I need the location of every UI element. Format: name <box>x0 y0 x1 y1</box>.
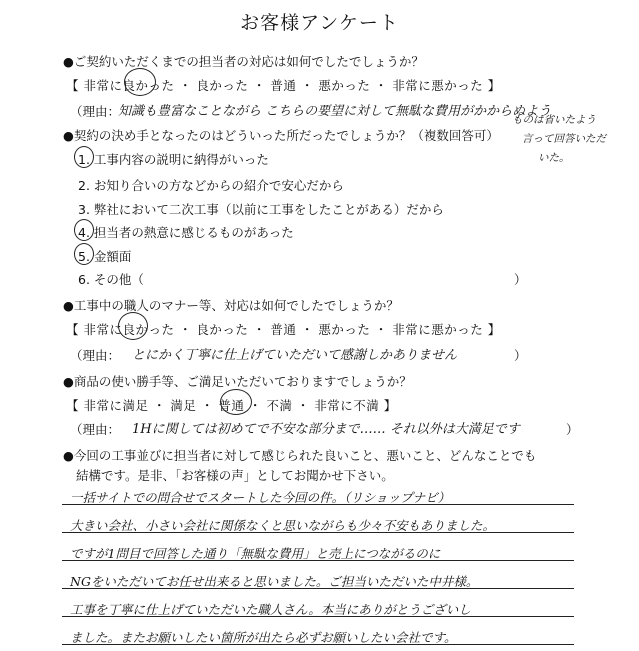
q3-reason-text: とにかく丁寧に仕上げていただいて感謝しかありません <box>132 348 458 363</box>
q2-close-paren: ） <box>514 272 527 287</box>
comment-line-4: NGをいただいてお任せ出来ると思いました。ご担当いただいた中井様。 <box>70 574 479 589</box>
q1-reason-label: （理由： <box>70 104 121 119</box>
q1-question: ●ご契約いただくまでの担当者の対応は如何でしたでしょうか？ <box>63 54 424 69</box>
q3-question: ●工事中の職人のマナー等、対応は如何でしたでしょうか？ <box>63 298 399 313</box>
q4-selected-circle <box>220 389 252 415</box>
q1-side-note-3: いた。 <box>538 152 570 164</box>
comment-line-1: 一括サイトでの問合せでスタートした今回の件。（リショップナビ） <box>70 490 451 505</box>
comment-area <box>62 476 574 648</box>
q2-item-4-circle <box>74 219 94 241</box>
q5-question: ●今回の工事並びに担当者に対して感じられた良いこと、悪いこと、どんなことでも <box>63 448 537 463</box>
q2-item-4: 4. 担当者の熱意に感じるものがあった <box>78 225 294 240</box>
q1-side-note-1: ものは省いたよう <box>512 114 596 126</box>
q1-selected-circle <box>124 68 156 96</box>
q4-reason-label: （理由： <box>70 422 121 437</box>
q1-options: 【 非常に良かった ・ 良かった ・ 普通 ・ 悪かった ・ 非常に悪かった 】 <box>66 78 501 93</box>
q1-side-note-2: 言って回答いただ <box>522 133 606 145</box>
q4-options: 【 非常に満足 ・ 満足 ・ 普通 ・ 不満 ・ 非常に不満 】 <box>66 398 397 413</box>
q2-item-5: 5. 金額面 <box>78 249 132 264</box>
q1-reason-text: 知識も豊富なことながら こちらの要望に対して無駄な費用がかからぬよう <box>118 104 552 119</box>
q2-item-5-circle <box>74 243 94 265</box>
q3-options: 【 非常に良かった ・ 良かった ・ 普通 ・ 悪かった ・ 非常に悪かった 】 <box>66 322 501 337</box>
comment-line-2: 大きい会社、小さい会社に関係なくと思いながらも少々不安もありました。 <box>70 518 496 533</box>
comment-line-3: ですが1問目で回答した通り「無駄な費用」と売上につながるのに <box>70 546 441 561</box>
q4-close-paren: ） <box>566 422 579 437</box>
q3-reason-label: （理由： <box>70 348 121 363</box>
q5-question-line-2: 結構です。是非、「お客様の声」としてお聞かせ下さい。 <box>76 468 394 483</box>
page-title: お客様アンケート <box>240 12 399 34</box>
comment-line-6: ました。またお願いしたい箇所が出たら必ずお願いしたい会社です。 <box>70 630 457 645</box>
q2-item-1-circle <box>74 146 94 168</box>
q4-question: ●商品の使い勝手等、ご満足いただいておりますでしょうか？ <box>63 374 412 389</box>
q2-item-2: 2. お知り合いの方などからの紹介で安心だから <box>78 178 344 193</box>
q2-question: ●契約の決め手となったのはどういった所だったでしょうか？（複数回答可） <box>63 128 499 143</box>
q2-item-3: 3. 弊社において二次工事（以前に工事をしたことがある）だから <box>78 202 444 217</box>
q3-selected-circle <box>118 312 148 340</box>
q2-item-1: 1. 工事内容の説明に納得がいった <box>78 152 269 167</box>
comment-line-5: 工事を丁寧に仕上げていただいた職人さん。本当にありがとうございし <box>70 602 471 617</box>
q3-close-paren: ） <box>514 348 527 363</box>
q2-item-6: 6. その他（ <box>78 272 144 287</box>
q4-reason-text: 1Hに関しては初めてで不安な部分まで…… それ以外は大満足です <box>132 422 520 437</box>
